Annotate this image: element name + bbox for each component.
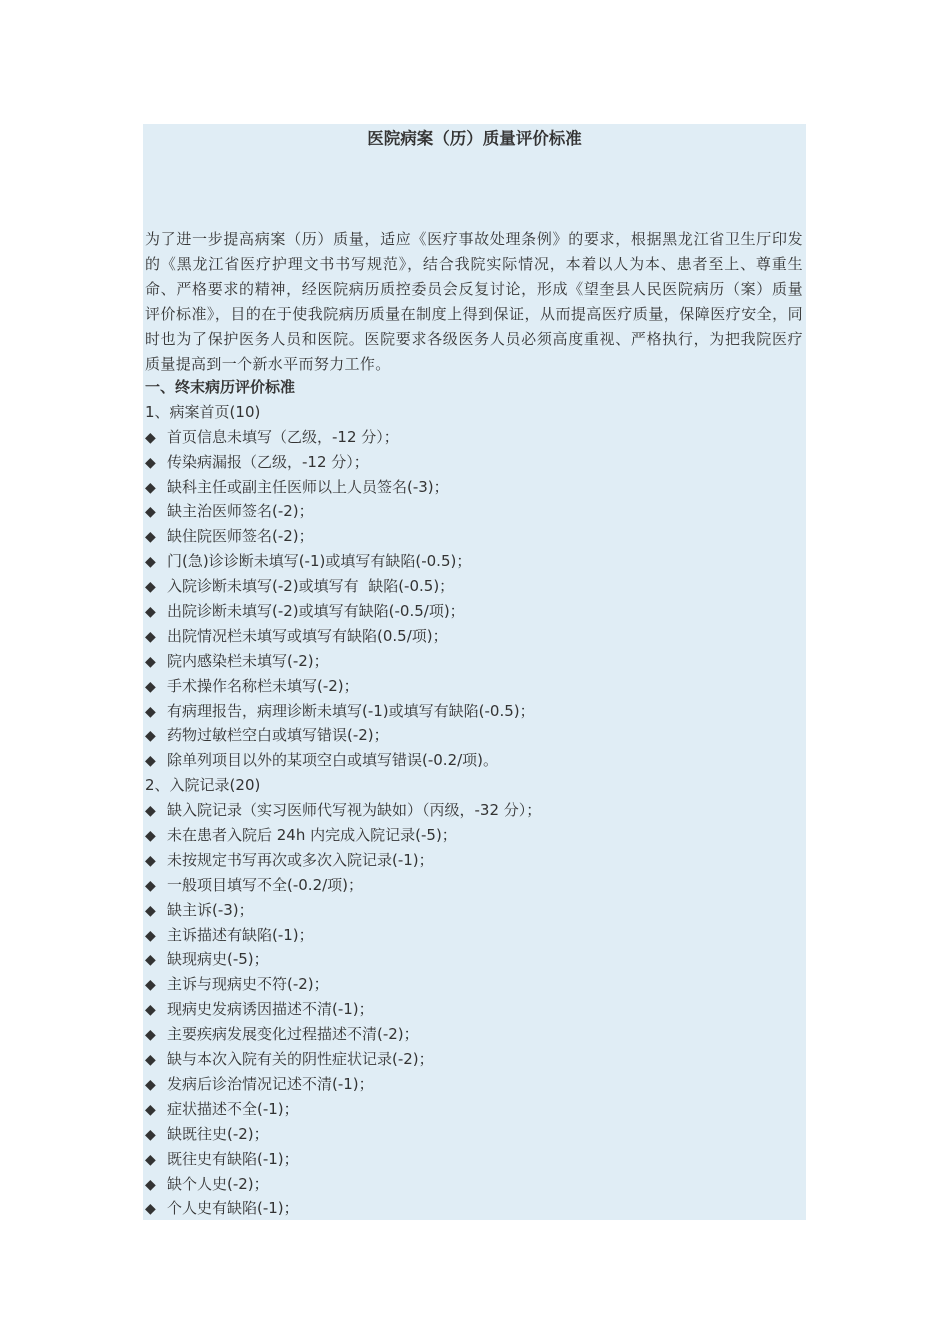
- diamond-bullet-icon: ◆: [145, 977, 156, 994]
- list-item: [145, 624, 803, 649]
- list-item-text: 发病后诊治情况记述不清(-1)；: [167, 1074, 374, 1093]
- list-item-text: 入院诊断未填写(-2)或填写有 缺陷(-0.5)；: [167, 577, 455, 596]
- list-item-text: 一般项目填写不全(-0.2/项)；: [167, 875, 364, 894]
- list-item: [145, 1072, 803, 1097]
- list-item-text: 缺既往史(-2)；: [167, 1124, 269, 1143]
- diamond-bullet-icon: ◆: [145, 1201, 156, 1218]
- list-item: [145, 748, 803, 773]
- list-item-text: 缺科主任或副主任医师以上人员签名(-3)；: [167, 477, 449, 496]
- list-item: [145, 475, 803, 500]
- list-item: [145, 947, 803, 972]
- front-page-list: [145, 425, 803, 773]
- diamond-bullet-icon: ◆: [145, 604, 156, 621]
- diamond-bullet-icon: ◆: [145, 554, 156, 571]
- list-item: [145, 723, 803, 748]
- list-item-text: 主要疾病发展变化过程描述不清(-2)；: [167, 1025, 419, 1044]
- list-item: [145, 823, 803, 848]
- diamond-bullet-icon: ◆: [145, 728, 156, 745]
- list-item: [145, 499, 803, 524]
- list-item: [145, 972, 803, 997]
- admission-record-list: [145, 798, 803, 1221]
- list-item-text: 出院诊断未填写(-2)或填写有缺陷(-0.5/项)；: [167, 602, 465, 621]
- list-item: [145, 997, 803, 1022]
- diamond-bullet-icon: ◆: [145, 1101, 156, 1118]
- list-item: [145, 674, 803, 699]
- diamond-bullet-icon: ◆: [145, 877, 156, 894]
- list-item-text: 缺现病史(-5)；: [167, 950, 269, 969]
- diamond-bullet-icon: ◆: [145, 454, 156, 471]
- list-item-text: 个人史有缺陷(-1)；: [167, 1199, 299, 1218]
- list-item-text: 未按规定书写再次或多次入院记录(-1)；: [167, 850, 434, 869]
- list-item-text: 有病理报告，病理诊断未填写(-1)或填写有缺陷(-0.5)；: [167, 701, 535, 720]
- list-item: [145, 450, 803, 475]
- diamond-bullet-icon: ◆: [145, 1052, 156, 1069]
- document-title: 医院病案（历）质量评价标准: [367, 129, 582, 148]
- list-item: [145, 649, 803, 674]
- list-item: [145, 873, 803, 898]
- list-item-text: 现病史发病诱因描述不清(-1)；: [167, 1000, 374, 1019]
- list-item: [145, 574, 803, 599]
- list-item-text: 药物过敏栏空白或填写错误(-2)；: [167, 726, 389, 745]
- list-item-text: 缺与本次入院有关的阴性症状记录(-2)；: [167, 1050, 434, 1069]
- diamond-bullet-icon: ◆: [145, 828, 156, 845]
- list-item-text: 缺住院医师签名(-2)；: [167, 527, 314, 546]
- subsection-title-front-page: 1、病案首页(10): [145, 402, 261, 421]
- list-item: [145, 1047, 803, 1072]
- diamond-bullet-icon: ◆: [145, 1176, 156, 1193]
- list-item: [145, 1196, 803, 1221]
- list-item-text: 出院情况栏未填写或填写有缺陷(0.5/项)；: [167, 626, 448, 645]
- list-item-text: 门(急)诊诊断未填写(-1)或填写有缺陷(-0.5)；: [167, 552, 472, 571]
- diamond-bullet-icon: ◆: [145, 703, 156, 720]
- list-item: [145, 599, 803, 624]
- list-item: [145, 798, 803, 823]
- list-item-text: 除单列项目以外的某项空白或填写错误(-0.2/项)。: [167, 751, 499, 770]
- list-item-text: 缺主治医师签名(-2)；: [167, 502, 314, 521]
- diamond-bullet-icon: ◆: [145, 1126, 156, 1143]
- list-item: [145, 1172, 803, 1197]
- list-item: [145, 923, 803, 948]
- diamond-bullet-icon: ◆: [145, 628, 156, 645]
- diamond-bullet-icon: ◆: [145, 579, 156, 596]
- diamond-bullet-icon: ◆: [145, 753, 156, 770]
- diamond-bullet-icon: ◆: [145, 529, 156, 546]
- diamond-bullet-icon: ◆: [145, 1002, 156, 1019]
- list-item-text: 主诉描述有缺陷(-1)；: [167, 925, 314, 944]
- diamond-bullet-icon: ◆: [145, 479, 156, 496]
- list-item-text: 既往史有缺陷(-1)；: [167, 1149, 299, 1168]
- diamond-bullet-icon: ◆: [145, 1027, 156, 1044]
- list-item-text: 主诉与现病史不符(-2)；: [167, 975, 329, 994]
- list-item: [145, 898, 803, 923]
- list-item: [145, 524, 803, 549]
- document-content: [145, 375, 803, 1221]
- document-panel: [143, 124, 806, 1220]
- diamond-bullet-icon: ◆: [145, 952, 156, 969]
- list-item-text: 院内感染栏未填写(-2)；: [167, 651, 329, 670]
- list-item-text: 缺主诉(-3)；: [167, 900, 254, 919]
- list-item-text: 缺入院记录（实习医师代写视为缺如）（丙级，-32 分）；: [167, 801, 542, 820]
- list-item: [145, 699, 803, 724]
- diamond-bullet-icon: ◆: [145, 429, 156, 446]
- intro-paragraph: 为了进一步提高病案（历）质量，适应《医疗事故处理条例》的要求，根据黑龙江省卫生厅印发的《黑龙江省医疗护理文书书写规范》，结合我院实际情况，本着以人为本、患者至上、尊重生命、严格要求的精神，经医院病历质控委员会反复讨论，形成《望奎县人民医院病历（案）质量评价标准》，目的在于使我院病历质量在制度上得到保证，从而提高医疗质量，保障医疗安全，同时也为了保护医务人员和医院。医院要求各级医务人员必须高度重视、严格执行，为把我院医疗质量提高到一个新水平而努力工作。: [145, 230, 803, 373]
- diamond-bullet-icon: ◆: [145, 653, 156, 670]
- list-item: [145, 1022, 803, 1047]
- subsection-title-admission-record: 2、入院记录(20): [145, 776, 261, 795]
- list-item: [145, 549, 803, 574]
- list-item-text: 首页信息未填写（乙级，-12 分）；: [167, 427, 399, 446]
- list-item-text: 症状描述不全(-1)；: [167, 1099, 299, 1118]
- list-item-text: 传染病漏报（乙级，-12 分）；: [167, 452, 369, 471]
- diamond-bullet-icon: ◆: [145, 852, 156, 869]
- diamond-bullet-icon: ◆: [145, 1076, 156, 1093]
- list-item-text: 缺个人史(-2)；: [167, 1174, 269, 1193]
- diamond-bullet-icon: ◆: [145, 504, 156, 521]
- diamond-bullet-icon: ◆: [145, 678, 156, 695]
- diamond-bullet-icon: ◆: [145, 927, 156, 944]
- list-item: [145, 425, 803, 450]
- list-item: [145, 1097, 803, 1122]
- diamond-bullet-icon: ◆: [145, 1151, 156, 1168]
- list-item: [145, 1122, 803, 1147]
- list-item-text: 手术操作名称栏未填写(-2)；: [167, 676, 359, 695]
- diamond-bullet-icon: ◆: [145, 902, 156, 919]
- list-item-text: 未在患者入院后 24h 内完成入院记录(-5)；: [167, 826, 457, 845]
- list-item: [145, 848, 803, 873]
- section-heading: 一、终末病历评价标准: [145, 378, 296, 396]
- list-item: [145, 1147, 803, 1172]
- diamond-bullet-icon: ◆: [145, 803, 156, 820]
